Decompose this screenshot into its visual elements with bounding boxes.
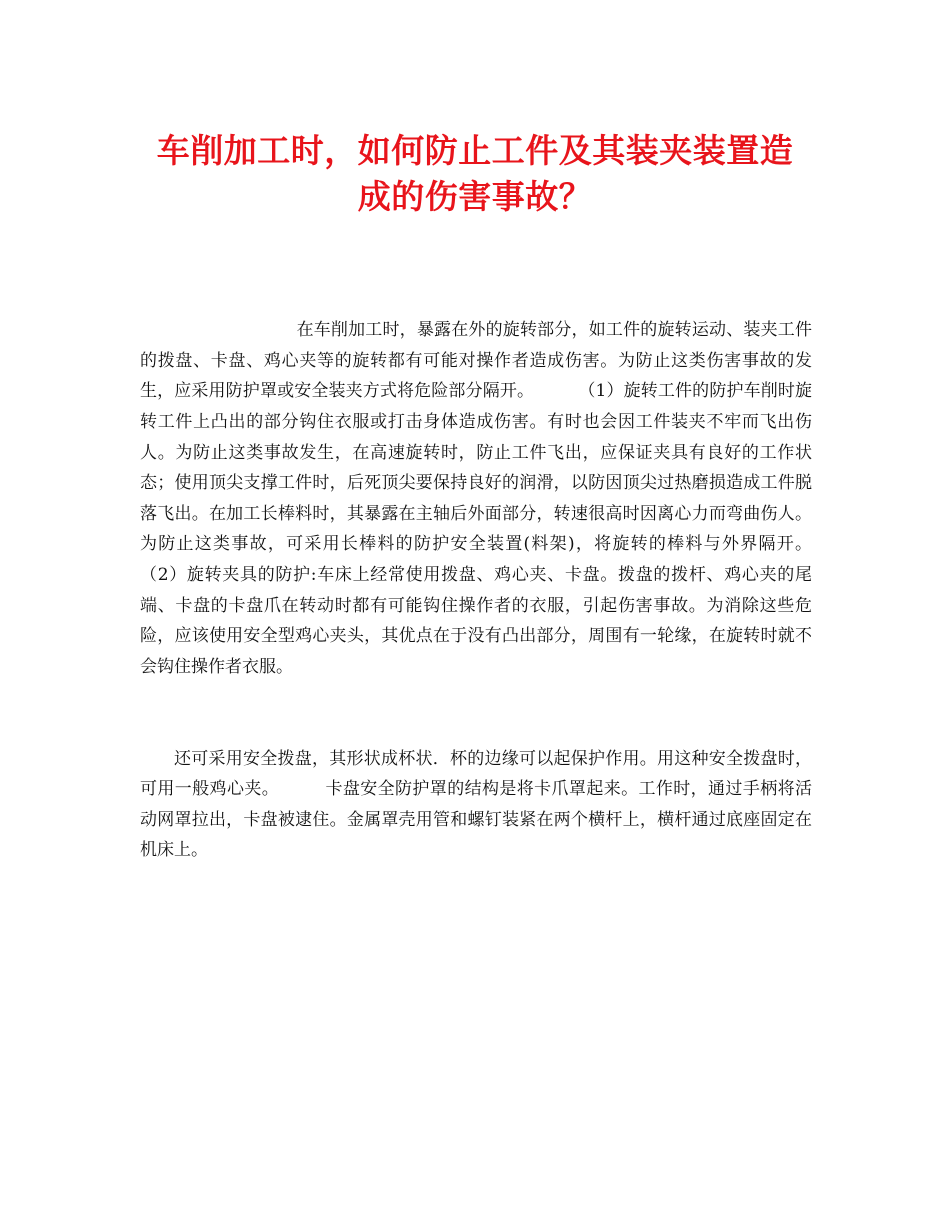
document-body — [140, 254, 856, 927]
paragraph-1: 在车削加工时，暴露在外的旋转部分，如工件的旋转运动、装夹工件的拨盘、卡盘、鸡心夹等的旋转都有可能对操作者造成伤害。为防止这类伤害事故的发生，应采用防护罩或安全装夹方式将危险部分隔开。 （1）旋转工件的防护车削时旋转工件上凸出的部分钩住衣服或打击身体造成伤害。有时也会因工件装夹不牢而飞出伤人。为防止这类事故发生，在高速旋转时，防止工件飞出，应保证夹具有良好的工作状态；使用顶尖支撑工件时，后死顶尖要保持良好的润滑，以防因顶尖过热磨损造成工件脱落飞出。在加工长棒料时，其暴露在主轴后外面部分，转速很高时因离心力而弯曲伤人。为防止这类事故，可采用长棒料的防护安全装置(料架)，将旋转的棒料与外界隔开。 （2）旋转夹具的防护:车床上经常使用拨盘、鸡心夹、卡盘。拨盘的拨杆、鸡心夹的尾端、卡盘的卡盘爪在转动时都有可能钩住操作者的衣服，引起伤害事故。为消除这些危险，应该使用安全型鸡心夹头，其优点在于没有凸出部分，周围有一轮缘，在旋转时就不会钩住操作者衣服。 — [140, 320, 856, 677]
paragraph-2: 还可采用安全拨盘，其形状成杯状．杯的边缘可以起保护作用。用这种安全拨盘时，可用一般鸡心夹。 卡盘安全防护罩的结构是将卡爪罩起来。工作时，通过手柄将活动网罩拉出，卡盘被逮住。金属罩壳用管和螺钉装紧在两个横杆上，横杆通过底座固定在机床上。 — [140, 748, 812, 861]
title-line-2: 成的伤害事故？ — [357, 177, 593, 216]
title-line-1: 车削加工时，如何防止工件及其装夹装置造 — [156, 131, 794, 170]
document-title — [140, 128, 810, 220]
